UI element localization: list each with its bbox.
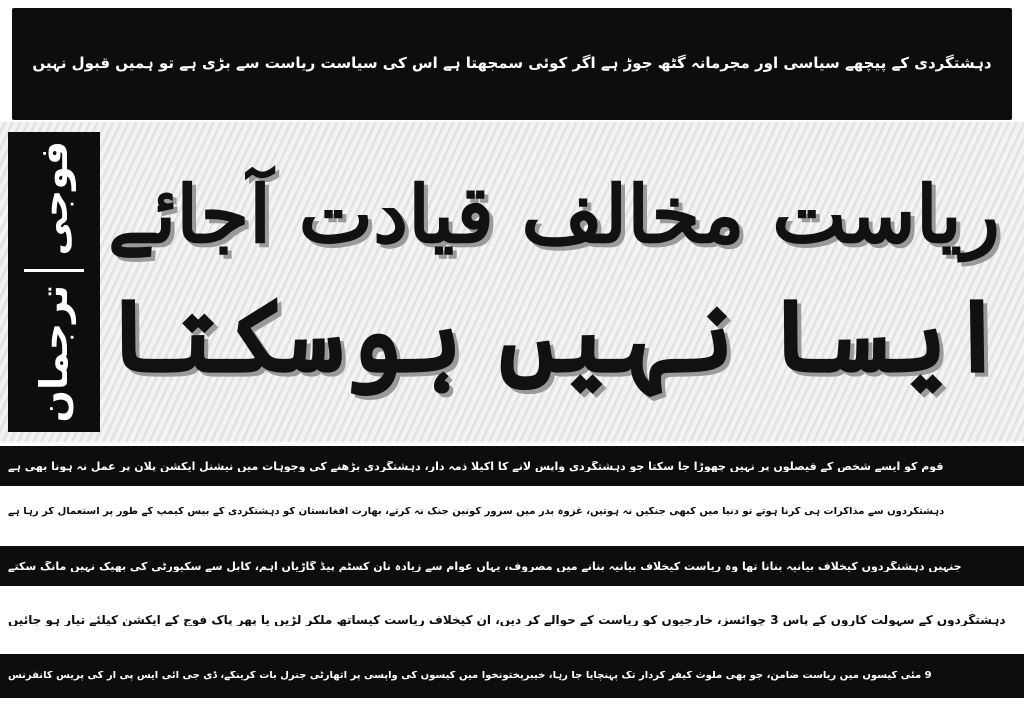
badge-divider [24,269,84,272]
news-row [0,446,1024,486]
headline-line-1: ریاست مخالف قیادت آجائے [108,167,1001,261]
news-row-text: جنہیں دہشتگردوں کیخلاف بیانیہ بنانا تھا وہ ریاست کیخلاف بیانیہ بنانے میں مصروف، یہاں عوام سے زیادہ نان کسٹم پیڈ گاڑیاں اہم، کابل سے سکیورٹی کی بھیک نہیں مانگ سکتے [8,560,962,572]
strapline-banner [12,8,1012,120]
news-row-text: قوم کو ایسے شخص کے فیصلوں پر نہیں چھوڑا جا سکتا جو دہشتگردی واپس لانے کا اکیلا ذمہ دار، دہشتگردی بڑھنے کی وجوہات میں نیشنل ایکشن پلان پر عمل نہ ہونا بھی ہے [8,460,944,472]
news-row [0,654,1024,698]
headline-area [0,122,1024,442]
news-rows [0,446,1024,704]
news-row [0,546,1024,586]
headline-line-2: ایسا نہیں ہوسکتا [108,276,1007,396]
news-row [0,492,1024,532]
news-row [0,600,1024,640]
badge-word-top: فوجی [32,141,76,257]
news-row-text: دہشتگردوں کے سہولت کاروں کے پاس 3 چوائسز، خارجیوں کو ریاست کے حوالے کر دیں، ان کیخلاف ریاست کیساتھ ملکر لڑیں یا پھر پاک فوج کے ایکشن کیلئے تیار ہو جائیں [8,614,1006,626]
strapline-text: دہشتگردی کے پیچھے سیاسی اور مجرمانہ گٹھ جوڑ ہے اگر کوئی سمجھتا ہے اس کی سیاست ریاست سے بڑی ہے تو ہمیں قبول نہیں [32,54,992,73]
news-row-text: 9 مئی کیسوں میں ریاست ضامن، جو بھی ملوث کیفر کردار تک پہنچایا جا رہا، خیبرپختونخوا میں کیسوں کی واپسی پر اتھارٹی جنرل بات کرینگے، ڈی جی آئی ایس پی آر کی پریس کانفرنس [8,671,932,681]
speaker-badge [8,132,100,432]
news-row-text: دہشتگردوں سے مذاکرات ہی کرنا ہوتے تو دنیا میں کبھی جنگیں نہ ہوتیں، غزوہ بدر میں سرور کونین جنگ نہ کرتے، بھارت افغانستان کو دہشتگردی کے بیس کیمپ کے طور پر استعمال کر رہا ہے [8,507,945,517]
badge-word-bottom: ترجمان [32,285,76,423]
main-headline [108,130,1016,436]
